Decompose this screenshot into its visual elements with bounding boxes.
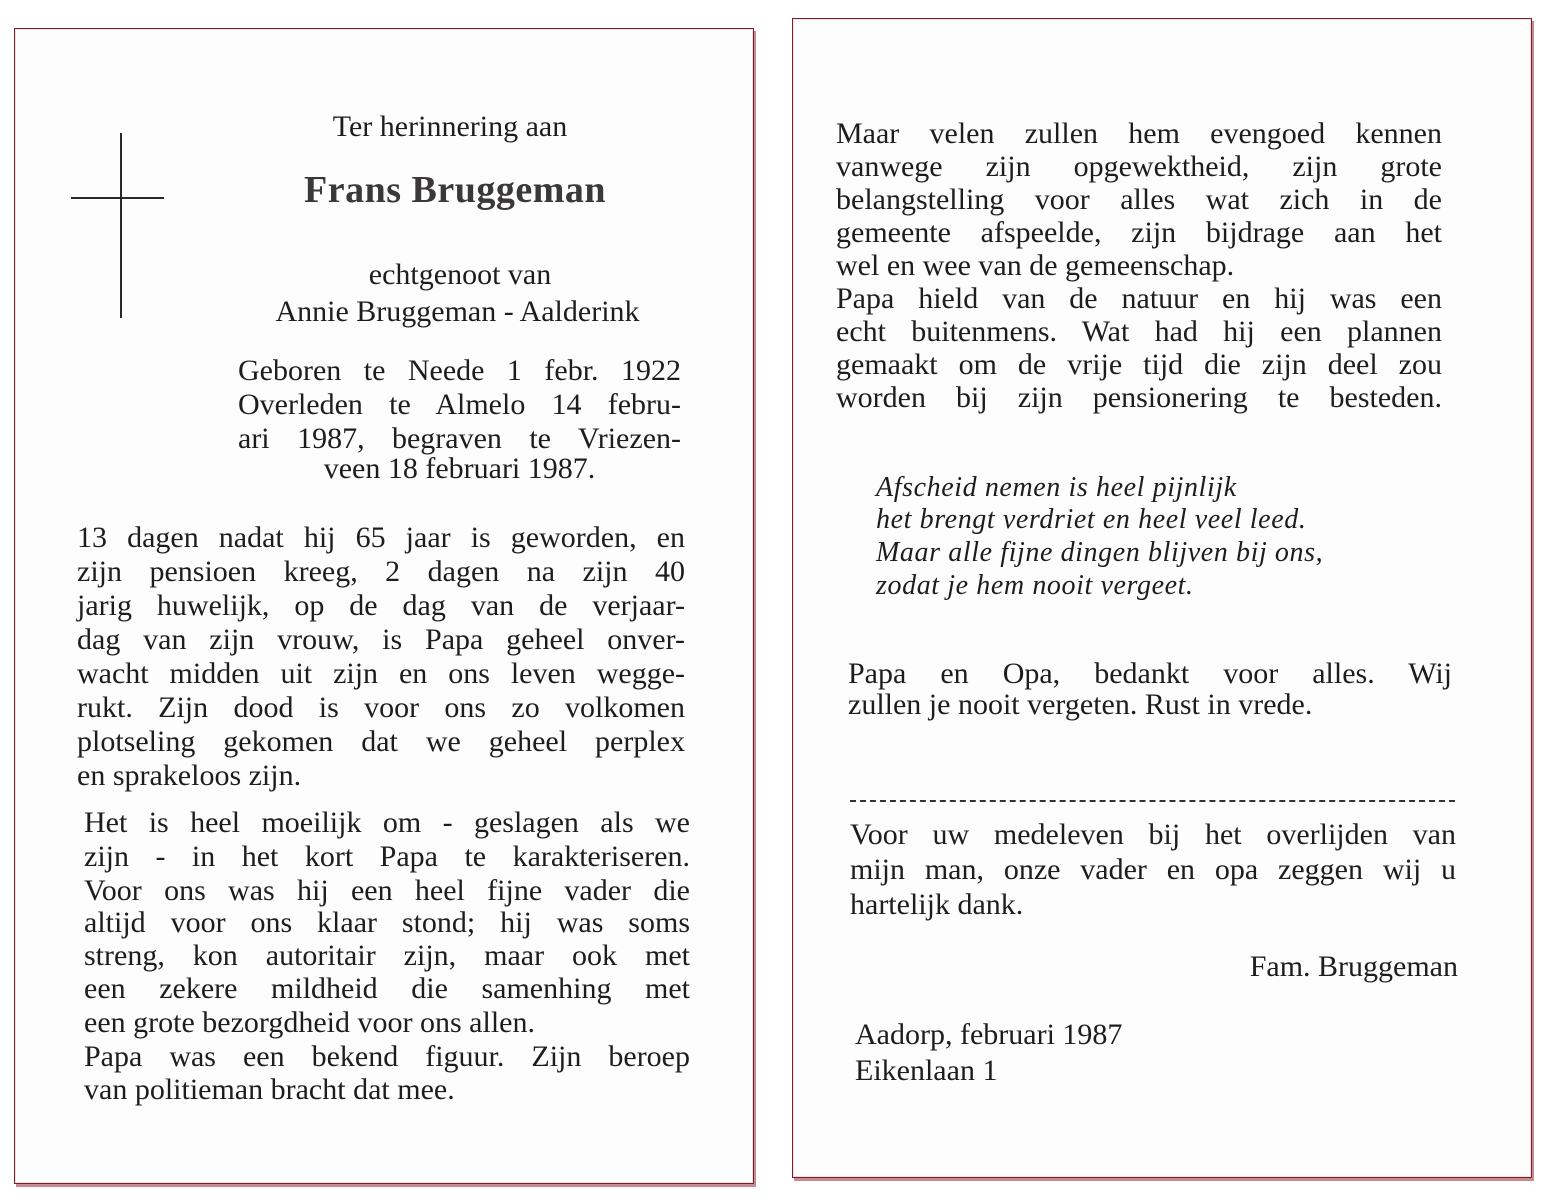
spouse-intro: echtgenoot van (368, 258, 552, 291)
paragraph-line: Het is heel moeilijk om - geslagen als we (84, 806, 690, 839)
paragraph-line: wel en wee van de gemeenschap. (836, 249, 1235, 282)
thanks-line: mijn man, onze vader en opa zeggen wij u (850, 853, 1456, 886)
dates-line: ari 1987, begraven te Vriezen- (238, 422, 681, 455)
cross-icon (120, 133, 122, 318)
spouse-name: Annie Bruggeman - Aalderink (275, 295, 640, 328)
paragraph-line: Papa hield van de natuur en hij was een (836, 282, 1442, 315)
dates-line: Geboren te Neede 1 febr. 1922 (238, 354, 681, 387)
paragraph-line: echt buitenmens. Wat had hij een plannen (836, 315, 1442, 348)
paragraph-line: wacht midden uit zijn en ons leven wegge- (77, 657, 685, 690)
paragraph-line: plotseling gekomen dat we geheel perplex (77, 725, 685, 758)
paragraph-line: van politieman bracht dat mee. (84, 1073, 455, 1106)
poem-line: het brengt verdriet en heel veel leed. (876, 504, 1307, 535)
paragraph-line: 13 dagen nadat hij 65 jaar is geworden, en (77, 521, 685, 554)
poem-line: zodat je hem nooit vergeet. (876, 570, 1194, 601)
poem-line: Afscheid nemen is heel pijnlijk (876, 472, 1237, 503)
paragraph-line: Maar velen zullen hem evengoed kennen (836, 117, 1442, 150)
paragraph-line: belangstelling voor alles wat zich in de (836, 183, 1442, 216)
thanks-line: hartelijk dank. (850, 888, 1024, 921)
paragraph-line: worden bij zijn pensionering te besteden. (836, 381, 1442, 414)
dates-line: veen 18 februari 1987. (323, 452, 596, 485)
signature: Fam. Bruggeman (1249, 950, 1458, 983)
dashed-divider (850, 800, 1455, 802)
paragraph-line: een zekere mildheid die samenhing met (84, 972, 690, 1005)
farewell-line: Papa en Opa, bedankt voor alles. Wij (848, 657, 1452, 690)
paragraph-line: dag van zijn vrouw, is Papa geheel onver- (77, 623, 685, 656)
heading: Ter herinnering aan (332, 110, 568, 143)
paragraph-line: gemaakt om de vrije tijd die zijn deel zou (836, 348, 1442, 381)
farewell-line: zullen je nooit vergeten. Rust in vrede. (848, 688, 1313, 721)
paragraph-line: gemeente afspeelde, zijn bijdrage aan het (836, 216, 1442, 249)
paragraph-line: rukt. Zijn dood is voor ons zo volkomen (77, 691, 685, 724)
cross-icon-bar (71, 197, 164, 199)
paragraph-line: zijn - in het kort Papa te karakteriseren. (84, 840, 690, 873)
deceased-name: Frans Bruggeman (304, 169, 606, 211)
dates-line: Overleden te Almelo 14 febru- (238, 388, 681, 421)
place-date: Aadorp, februari 1987 (855, 1018, 1123, 1051)
paragraph-line: Papa was een bekend figuur. Zijn beroep (84, 1040, 690, 1073)
paragraph-line: streng, kon autoritair zijn, maar ook met (84, 939, 690, 972)
paragraph-line: vanwege zijn opgewektheid, zijn grote (836, 150, 1442, 183)
thanks-line: Voor uw medeleven bij het overlijden van (850, 818, 1456, 851)
paragraph-line: en sprakeloos zijn. (77, 759, 302, 792)
paragraph-line: zijn pensioen kreeg, 2 dagen na zijn 40 (77, 555, 685, 588)
paragraph-line: jarig huwelijk, op de dag van de verjaar- (77, 589, 685, 622)
paragraph-line: Voor ons was hij een heel fijne vader die (84, 874, 690, 907)
address: Eikenlaan 1 (855, 1054, 998, 1087)
paragraph-line: altijd voor ons klaar stond; hij was soms (84, 906, 690, 939)
paragraph-line: een grote bezorgdheid voor ons allen. (84, 1006, 535, 1039)
poem-line: Maar alle fijne dingen blijven bij ons, (876, 537, 1324, 568)
